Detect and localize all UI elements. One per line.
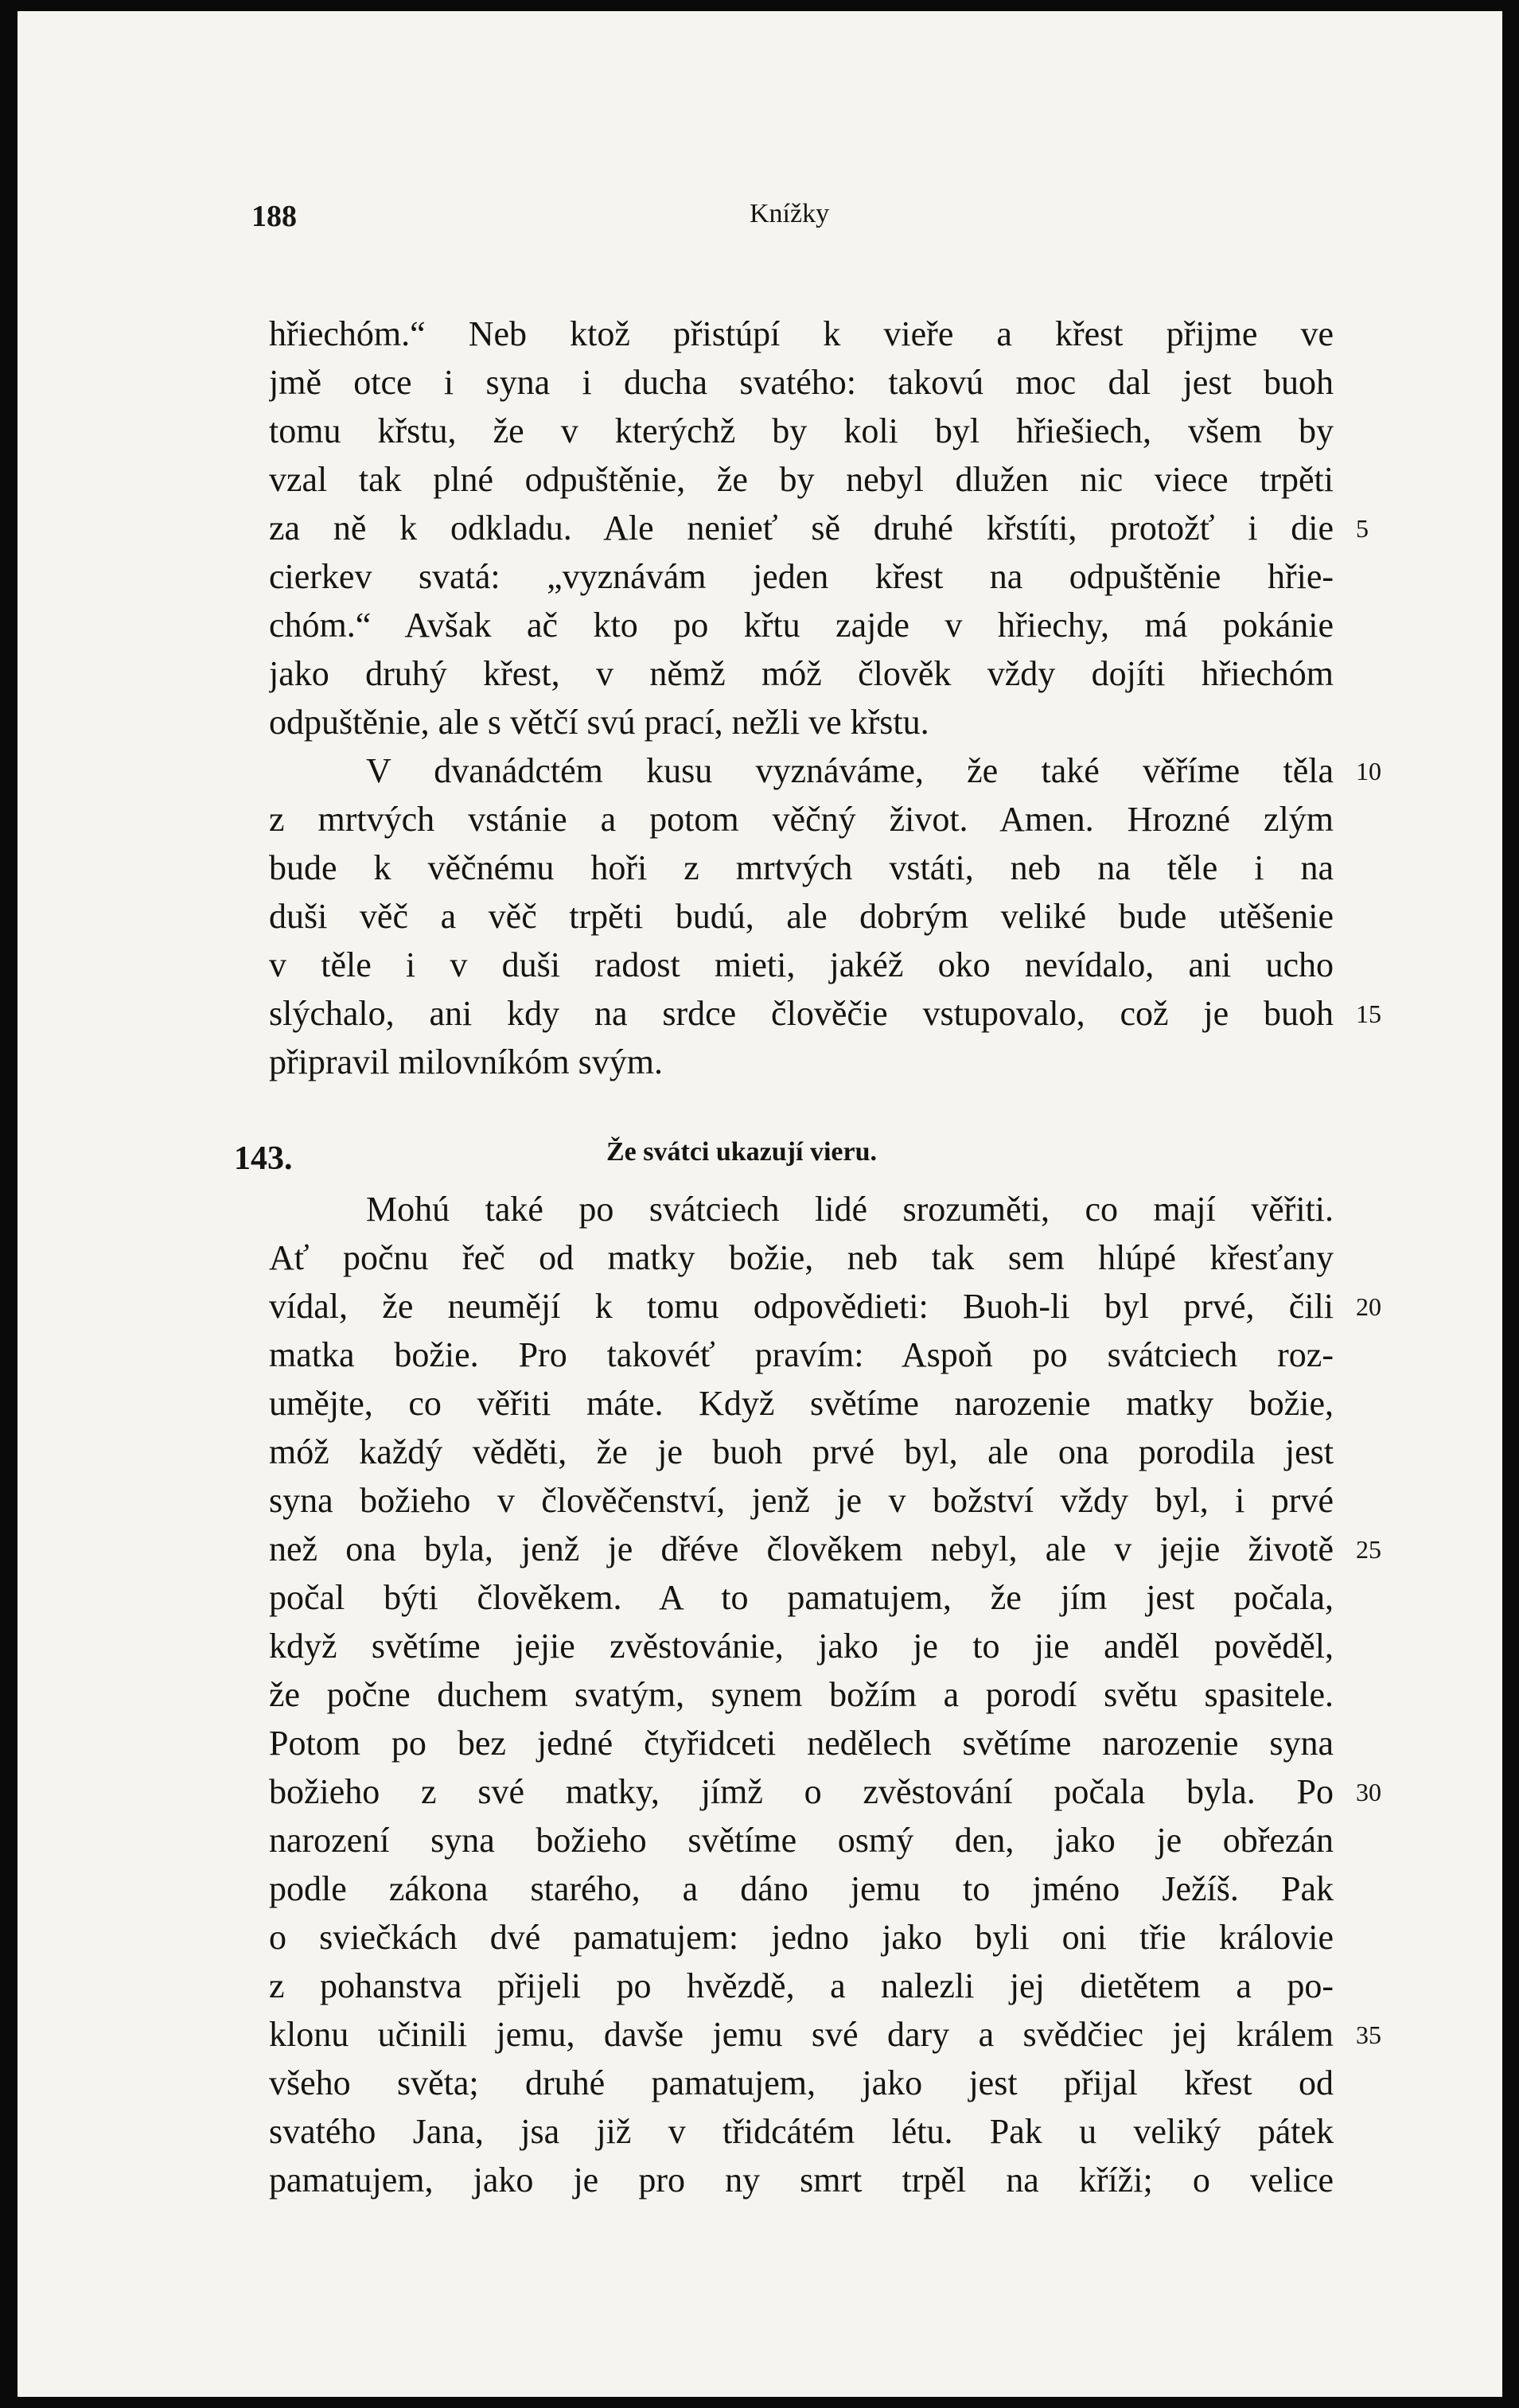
text-line: odpuštěnie, ale s větčí svú prací, nežli ve křstu. xyxy=(269,703,929,742)
text-line: klonu učinili jemu, davše jemu své dary a svědčiec jej králem xyxy=(269,2015,1334,2054)
text-line: Ať počnu řeč od matky božie, neb tak sem hlúpé křesťany xyxy=(269,1238,1334,1277)
section-heading: Že svátci ukazují vieru. xyxy=(606,1137,877,1167)
text-line: slýchalo, ani kdy na srdce člověčie vstupovalo, což je buoh xyxy=(269,994,1334,1033)
text-line: cierkev svatá: „vyznávám jeden křest na odpuštěnie hřie- xyxy=(269,557,1334,596)
text-line: že počne duchem svatým, synem božím a porodí světu spasitele. xyxy=(269,1675,1334,1714)
text-line: všeho světa; druhé pamatujem, jako jest přijal křest od xyxy=(269,2063,1334,2102)
running-title: Knížky xyxy=(750,199,830,228)
text-line: vzal tak plné odpuštěnie, že by nebyl dlužen nic viece trpěti xyxy=(269,460,1334,499)
text-line: tomu křstu, že v kterýchž by koli byl hřiešiech, všem by xyxy=(269,411,1334,450)
line-number: 20 xyxy=(1356,1292,1381,1321)
line-number: 5 xyxy=(1356,514,1369,543)
text-line: podle zákona starého, a dáno jemu to jméno Ježíš. Pak xyxy=(269,1869,1334,1908)
text-line: umějte, co věřiti máte. Když světíme narozenie matky božie, xyxy=(269,1384,1334,1423)
book-page xyxy=(18,11,1502,2397)
text-line: vídal, že neumějí k tomu odpovědieti: Buoh-li byl prvé, čili xyxy=(269,1287,1334,1326)
text-line: V dvanádctém kusu vyznáváme, že také věříme těla xyxy=(366,751,1334,790)
text-line: bude k věčnému hoři z mrtvých vstáti, neb na těle i na xyxy=(269,848,1334,887)
page-number: 188 xyxy=(251,200,297,233)
text-line: syna božieho v člověčenství, jenž je v božství vždy byl, i prvé xyxy=(269,1481,1334,1520)
text-line: v těle i v duši radost mieti, jakéž oko nevídalo, ani ucho xyxy=(269,945,1334,984)
text-line: jmě otce i syna i ducha svatého: takovú moc dal jest buoh xyxy=(269,363,1334,402)
text-line: hřiechóm.“ Neb ktož přistúpí k vieře a křest přijme ve xyxy=(269,314,1334,353)
text-line: Potom po bez jedné čtyřidceti nedělech světíme narozenie syna xyxy=(269,1724,1334,1763)
line-number: 25 xyxy=(1356,1535,1381,1564)
text-line: narození syna božieho světíme osmý den, jako je obřezán xyxy=(269,1821,1334,1860)
text-line: za ně k odkladu. Ale nenieť sě druhé křstíti, protožť i die xyxy=(269,508,1334,547)
text-line: z mrtvých vstánie a potom věčný život. Amen. Hrozné zlým xyxy=(269,800,1334,839)
line-number: 10 xyxy=(1356,757,1381,785)
text-line: Mohú také po svátciech lidé srozuměti, co mají věřiti. xyxy=(366,1190,1334,1229)
text-line: matka božie. Pro takovéť pravím: Aspoň po svátciech roz- xyxy=(269,1335,1334,1374)
text-line: móž každý věděti, že je buoh prvé byl, ale ona porodila jest xyxy=(269,1432,1334,1471)
line-number: 35 xyxy=(1356,2020,1381,2049)
text-line: chóm.“ Avšak ač kto po křtu zajde v hřiechy, má pokánie xyxy=(269,606,1334,645)
line-number: 15 xyxy=(1356,999,1381,1028)
line-number: 30 xyxy=(1356,1778,1381,1806)
text-line: božieho z své matky, jímž o zvěstování počala byla. Po xyxy=(269,1772,1334,1811)
text-line: duši věč a věč trpěti budú, ale dobrým veliké bude utěšenie xyxy=(269,897,1334,936)
text-line: počal býti člověkem. A to pamatujem, že jím jest počala, xyxy=(269,1578,1334,1617)
text-line: z pohanstva přijeli po hvězdě, a nalezli jej dietětem a po- xyxy=(269,1966,1334,2005)
text-line: než ona byla, jenž je dřéve člověkem nebyl, ale v jejie životě xyxy=(269,1529,1334,1568)
text-line: pamatujem, jako je pro ny smrt trpěl na kříži; o velice xyxy=(269,2161,1334,2200)
text-line: když světíme jejie zvěstovánie, jako je to jie anděl pověděl, xyxy=(269,1627,1334,1666)
text-line: o sviečkách dvé pamatujem: jedno jako byli oni třie královie xyxy=(269,1918,1334,1957)
text-line: jako druhý křest, v němž móž člověk vždy dojíti hřiechóm xyxy=(269,654,1334,693)
text-line: svatého Jana, jsa již v třidcátém létu. Pak u veliký pátek xyxy=(269,2112,1334,2151)
section-number: 143. xyxy=(234,1140,293,1177)
text-line: připravil milovníkóm svým. xyxy=(269,1042,663,1081)
